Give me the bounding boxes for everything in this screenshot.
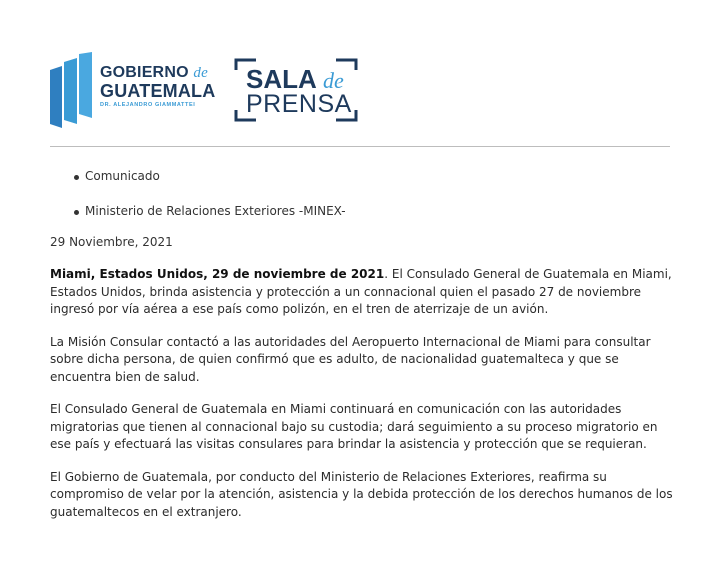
paragraph-2: La Misión Consular contactó a las autoridades del Aeropuerto Internacional de Miami para consultar sobre dicha persona, de quien confirmó que es adulto, de nacionalidad guatemalteca y que se encuentra bien de salud. bbox=[50, 334, 651, 384]
prensa-title: PRENSA bbox=[246, 90, 352, 118]
government-flag-logo-icon bbox=[50, 52, 92, 128]
header-logos bbox=[50, 52, 370, 132]
paragraph-4: El Gobierno de Guatemala, por conducto del Ministerio de Relaciones Exteriores, reafirma su compromiso de velar por la atención, asistencia y la debida protección de los derechos humanos de los guatemaltecos en el extranjero. bbox=[50, 469, 673, 519]
paragraph-1: Miami, Estados Unidos, 29 de noviembre de 2021. El Consulado General de Guatemala en Miami, Estados Unidos, brinda asistencia y protección a un connacional quien el pasado 27 de noviembre ingresó por vía aérea a ese país como polizón, en el tren de aterrizaje de un avión. bbox=[50, 267, 672, 316]
article-body bbox=[50, 266, 674, 536]
category-item-minex[interactable]: Ministerio de Relaciones Exteriores -MINEX- bbox=[72, 203, 346, 220]
publish-date: 29 Noviembre, 2021 bbox=[50, 235, 173, 249]
category-list bbox=[72, 168, 346, 220]
header-divider bbox=[50, 146, 670, 147]
sala-title: SALA de bbox=[246, 64, 344, 94]
sala-de-prensa-logo bbox=[234, 58, 358, 122]
gobierno-logo bbox=[100, 64, 215, 109]
dateline: Miami, Estados Unidos, 29 de noviembre de 2021 bbox=[50, 267, 385, 281]
paragraph-3: El Consulado General de Guatemala en Miami continuará en comunicación con las autoridades migratorias que tienen al connacional bajo su custodia; dará seguimiento a su proceso migratorio en ese país y efectuará las visitas consulares para brindar la asistencia y protección que se requieran. bbox=[50, 402, 658, 451]
guatemala-title: GUATEMALA bbox=[100, 81, 216, 101]
gobierno-title: GOBIERNO de bbox=[100, 64, 208, 81]
category-item-comunicado[interactable]: Comunicado bbox=[72, 168, 346, 185]
president-name: DR. ALEJANDRO GIAMMATTEI bbox=[100, 102, 196, 108]
